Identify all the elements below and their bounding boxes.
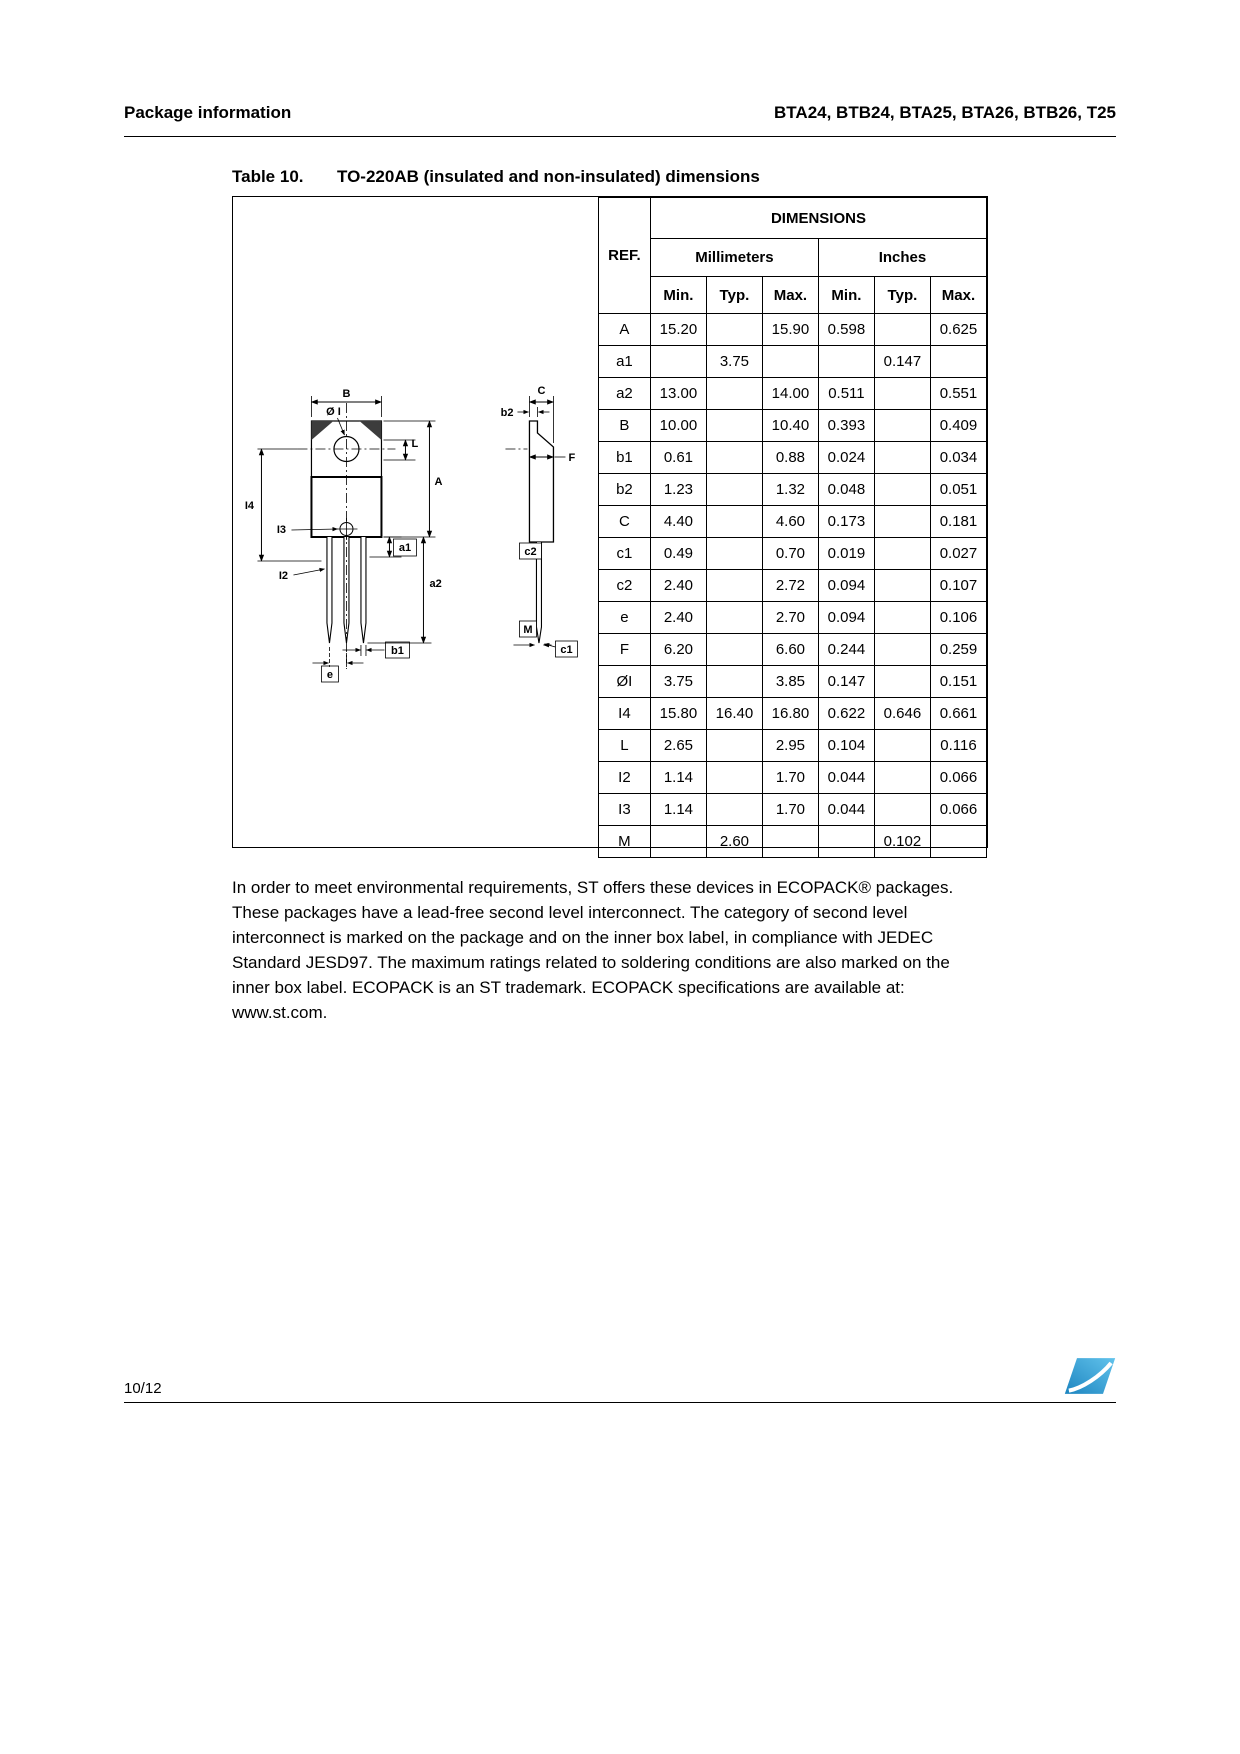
value-cell: 0.551 — [930, 378, 986, 410]
value-cell — [874, 666, 930, 698]
dim-label-L: L — [411, 438, 419, 450]
value-cell: 0.70 — [762, 538, 818, 570]
dim-label-A: A — [434, 476, 443, 488]
value-cell: 3.85 — [762, 666, 818, 698]
value-cell: 0.107 — [930, 570, 986, 602]
value-cell — [706, 570, 762, 602]
dim-label-I2: I2 — [278, 570, 289, 582]
value-cell — [874, 794, 930, 826]
page-header — [124, 103, 1116, 137]
value-cell — [706, 634, 762, 666]
value-cell: 2.60 — [706, 826, 762, 858]
ref-cell: I3 — [598, 794, 650, 826]
value-cell: 0.625 — [930, 314, 986, 346]
col-header-in-min: Min. — [818, 277, 874, 314]
value-cell — [762, 826, 818, 858]
value-cell: 0.661 — [930, 698, 986, 730]
value-cell: 0.598 — [818, 314, 874, 346]
value-cell — [874, 602, 930, 634]
value-cell: 3.75 — [706, 346, 762, 378]
value-cell — [650, 346, 706, 378]
value-cell: 4.60 — [762, 506, 818, 538]
dimension-row — [598, 538, 986, 570]
dimension-row — [598, 410, 986, 442]
value-cell — [706, 410, 762, 442]
ref-cell: I4 — [598, 698, 650, 730]
value-cell — [706, 506, 762, 538]
dimension-row — [598, 442, 986, 474]
dimension-row — [598, 314, 986, 346]
value-cell: 4.40 — [650, 506, 706, 538]
value-cell: 0.409 — [930, 410, 986, 442]
value-cell: 0.622 — [818, 698, 874, 730]
value-cell — [706, 794, 762, 826]
value-cell: 1.23 — [650, 474, 706, 506]
dim-label-a1: a1 — [398, 542, 412, 554]
value-cell: 0.49 — [650, 538, 706, 570]
dim-label-e: e — [326, 669, 334, 681]
dimension-row — [598, 826, 986, 858]
value-cell: 1.70 — [762, 794, 818, 826]
value-cell — [706, 602, 762, 634]
ecopack-note: In order to meet environmental requirements, ST offers these devices in ECOPACK® packages. These packages have a lead-free second level interconnect. The category of second level interconnect is marked on the package and on the inner box label, in compliance with JEDEC Standard JESD97. The maximum ratings related to soldering conditions are also marked on the inner box label. ECOPACK is an ST trademark. ECOPACK specifications are available at: www.st.com. — [232, 878, 954, 1022]
value-cell — [874, 506, 930, 538]
st-logo-icon — [1064, 1357, 1116, 1395]
ref-cell: I2 — [598, 762, 650, 794]
value-cell: 10.00 — [650, 410, 706, 442]
value-cell: 1.32 — [762, 474, 818, 506]
header-part-numbers: BTA24, BTB24, BTA25, BTA26, BTB26, T25 — [774, 103, 1116, 122]
value-cell — [930, 826, 986, 858]
dimensions-table-body — [598, 314, 986, 858]
value-cell: 0.024 — [818, 442, 874, 474]
value-cell: 2.65 — [650, 730, 706, 762]
table-caption — [232, 167, 760, 187]
value-cell — [874, 474, 930, 506]
value-cell — [818, 346, 874, 378]
value-cell: 6.20 — [650, 634, 706, 666]
value-cell: 14.00 — [762, 378, 818, 410]
dimension-row — [598, 602, 986, 634]
dimension-row — [598, 698, 986, 730]
col-header-ref: REF. — [598, 198, 650, 314]
ref-cell: L — [598, 730, 650, 762]
value-cell — [706, 730, 762, 762]
page-footer — [124, 1360, 1116, 1403]
col-header-mm-min: Min. — [650, 277, 706, 314]
value-cell: 0.116 — [930, 730, 986, 762]
chamfer-right — [359, 421, 381, 440]
value-cell — [706, 538, 762, 570]
dim-label-diameter-I: Ø I — [326, 406, 341, 418]
value-cell: 0.034 — [930, 442, 986, 474]
value-cell: 0.019 — [818, 538, 874, 570]
ref-cell: C — [598, 506, 650, 538]
col-header-millimeters: Millimeters — [650, 239, 818, 277]
col-header-mm-typ: Typ. — [706, 277, 762, 314]
value-cell: 2.95 — [762, 730, 818, 762]
value-cell: 1.14 — [650, 762, 706, 794]
value-cell: 0.066 — [930, 762, 986, 794]
value-cell: 13.00 — [650, 378, 706, 410]
value-cell — [874, 410, 930, 442]
dim-label-b1: b1 — [391, 645, 404, 657]
package-drawing — [233, 197, 598, 847]
ref-cell: B — [598, 410, 650, 442]
value-cell: 0.393 — [818, 410, 874, 442]
col-header-inches: Inches — [818, 239, 986, 277]
value-cell: 0.147 — [818, 666, 874, 698]
ref-cell: b1 — [598, 442, 650, 474]
value-cell — [874, 538, 930, 570]
value-cell: 0.244 — [818, 634, 874, 666]
dim-label-c1: c1 — [560, 644, 573, 656]
dimensions-table — [598, 197, 987, 858]
ref-cell: e — [598, 602, 650, 634]
dim-label-b2: b2 — [500, 407, 514, 419]
value-cell: 16.40 — [706, 698, 762, 730]
value-cell: 15.20 — [650, 314, 706, 346]
dim-label-I4: I4 — [244, 500, 255, 512]
dim-label-M: M — [523, 624, 533, 636]
value-cell: 0.173 — [818, 506, 874, 538]
dim-label-F: F — [568, 452, 576, 464]
page-number: 10/12 — [124, 1380, 162, 1397]
header-section-title: Package information — [124, 103, 292, 122]
dimension-row — [598, 570, 986, 602]
value-cell: 2.72 — [762, 570, 818, 602]
dimension-row — [598, 730, 986, 762]
value-cell: 0.61 — [650, 442, 706, 474]
value-cell — [706, 666, 762, 698]
value-cell: 16.80 — [762, 698, 818, 730]
value-cell — [930, 346, 986, 378]
value-cell — [706, 442, 762, 474]
dimensions-figure-box — [232, 196, 988, 848]
value-cell: 0.044 — [818, 794, 874, 826]
value-cell: 1.70 — [762, 762, 818, 794]
value-cell: 0.106 — [930, 602, 986, 634]
value-cell: 0.181 — [930, 506, 986, 538]
value-cell — [706, 762, 762, 794]
ref-cell: F — [598, 634, 650, 666]
ref-cell: b2 — [598, 474, 650, 506]
dimension-row — [598, 474, 986, 506]
dimension-row — [598, 634, 986, 666]
value-cell — [874, 730, 930, 762]
value-cell: 0.151 — [930, 666, 986, 698]
dim-label-c2: c2 — [524, 546, 537, 558]
col-header-in-typ: Typ. — [874, 277, 930, 314]
ref-cell: ØI — [598, 666, 650, 698]
value-cell: 0.88 — [762, 442, 818, 474]
ref-cell: A — [598, 314, 650, 346]
dimension-row — [598, 794, 986, 826]
ref-cell: c1 — [598, 538, 650, 570]
value-cell: 0.104 — [818, 730, 874, 762]
value-cell: 2.40 — [650, 602, 706, 634]
value-cell: 0.094 — [818, 570, 874, 602]
value-cell: 0.102 — [874, 826, 930, 858]
value-cell — [874, 634, 930, 666]
dim-label-a2: a2 — [429, 578, 442, 590]
value-cell: 1.14 — [650, 794, 706, 826]
value-cell: 2.40 — [650, 570, 706, 602]
value-cell: 0.066 — [930, 794, 986, 826]
value-cell: 0.259 — [930, 634, 986, 666]
ref-cell: a2 — [598, 378, 650, 410]
value-cell: 0.044 — [818, 762, 874, 794]
value-cell: 0.051 — [930, 474, 986, 506]
value-cell — [706, 378, 762, 410]
value-cell — [874, 762, 930, 794]
st-logo — [1064, 1357, 1116, 1402]
col-header-dimensions: DIMENSIONS — [650, 198, 986, 239]
dim-label-B: B — [342, 388, 351, 400]
value-cell — [818, 826, 874, 858]
package-drawing-svg — [233, 197, 598, 845]
value-cell: 6.60 — [762, 634, 818, 666]
ref-cell: a1 — [598, 346, 650, 378]
dimension-row — [598, 378, 986, 410]
value-cell: 0.094 — [818, 602, 874, 634]
table-caption-title: TO-220AB (insulated and non-insulated) dimensions — [337, 167, 760, 186]
value-cell: 0.147 — [874, 346, 930, 378]
value-cell — [874, 314, 930, 346]
value-cell: 15.90 — [762, 314, 818, 346]
table-caption-label: Table 10. — [232, 167, 304, 186]
value-cell — [706, 314, 762, 346]
value-cell — [874, 570, 930, 602]
dimension-row — [598, 506, 986, 538]
ref-cell: c2 — [598, 570, 650, 602]
value-cell: 3.75 — [650, 666, 706, 698]
value-cell: 0.048 — [818, 474, 874, 506]
col-header-mm-max: Max. — [762, 277, 818, 314]
col-header-in-max: Max. — [930, 277, 986, 314]
value-cell: 0.646 — [874, 698, 930, 730]
value-cell — [706, 474, 762, 506]
value-cell: 0.027 — [930, 538, 986, 570]
value-cell: 0.511 — [818, 378, 874, 410]
value-cell: 10.40 — [762, 410, 818, 442]
value-cell: 15.80 — [650, 698, 706, 730]
dimension-row — [598, 666, 986, 698]
ref-cell: M — [598, 826, 650, 858]
value-cell — [762, 346, 818, 378]
value-cell — [874, 378, 930, 410]
dimension-row — [598, 346, 986, 378]
dimension-row — [598, 762, 986, 794]
dim-label-C: C — [537, 385, 546, 397]
dim-label-I3: I3 — [276, 524, 287, 536]
chamfer-left — [311, 421, 333, 440]
value-cell — [874, 442, 930, 474]
value-cell: 2.70 — [762, 602, 818, 634]
value-cell — [650, 826, 706, 858]
